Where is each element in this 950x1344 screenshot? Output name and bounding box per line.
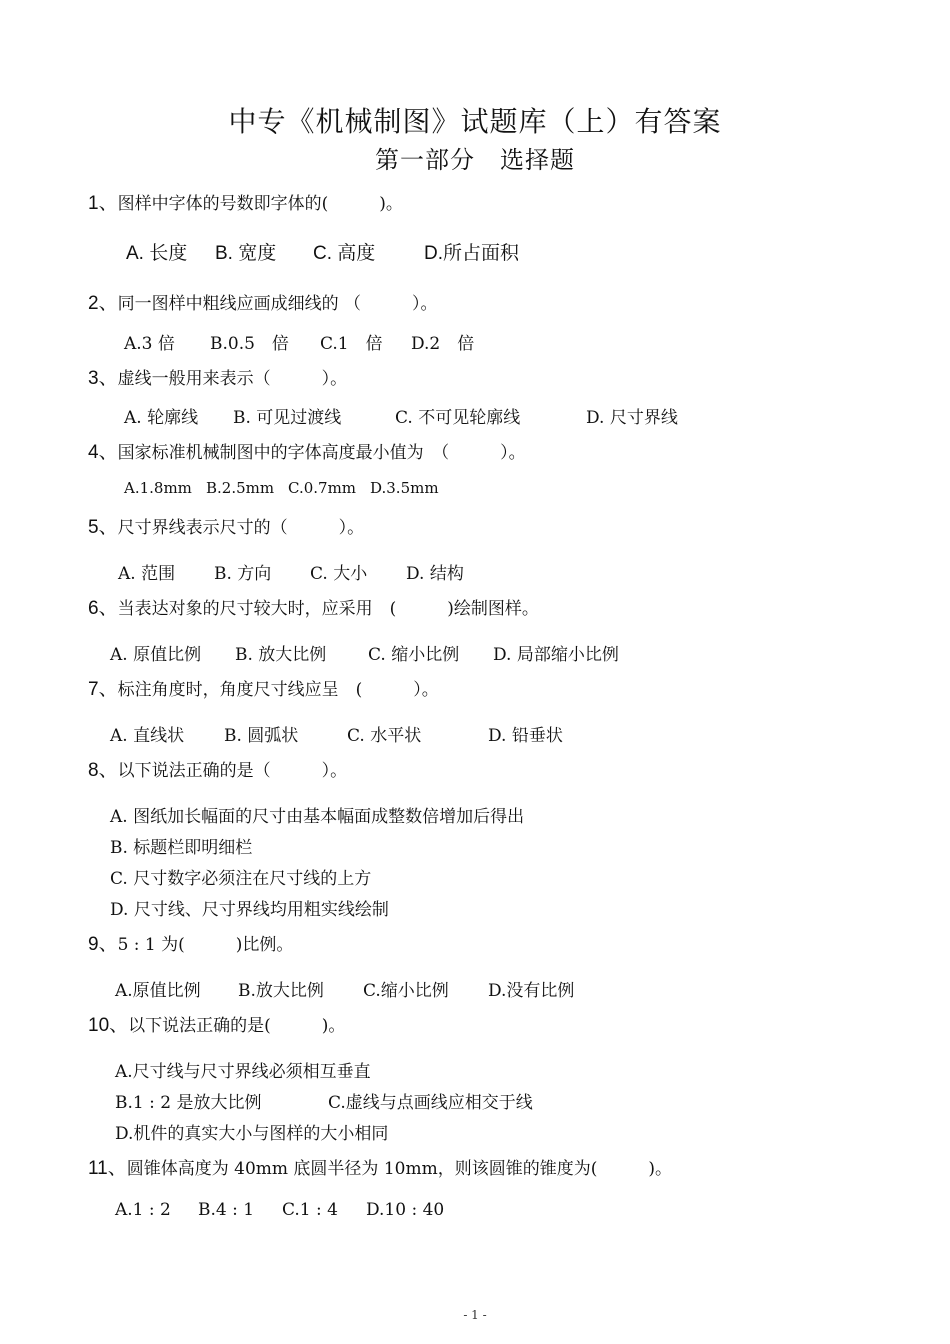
option-b: B. 宽度 xyxy=(215,243,277,264)
question-text: 国家标准机械制图中的字体高度最小值为 （ ）。 xyxy=(117,443,526,463)
page-number: - 1 - xyxy=(463,1308,487,1322)
option-d: D.机件的真实大小与图样的大小相同 xyxy=(115,1124,389,1144)
option-c: C. 高度 xyxy=(313,243,376,264)
option-d: D. 结构 xyxy=(406,564,464,584)
question-10 xyxy=(88,1010,345,1037)
question-text: 以下说法正确的是( )。 xyxy=(128,1016,346,1036)
question-1 xyxy=(88,188,403,215)
question-text: 尺寸界线表示尺寸的（ ）。 xyxy=(117,518,365,538)
option-a: A. 轮廓线 xyxy=(124,408,199,428)
question-text: 以下说法正确的是（ ）。 xyxy=(117,761,348,781)
question-number: 9、 xyxy=(88,934,118,955)
option-b: B.0.5 倍 xyxy=(210,334,289,354)
question-number: 1、 xyxy=(88,193,118,214)
option-a: A.尺寸线与尺寸界线必须相互垂直 xyxy=(115,1062,371,1082)
option-a: A. 图纸加长幅面的尺寸由基本幅面成整数倍增加后得出 xyxy=(110,807,525,827)
option-c: C. 缩小比例 xyxy=(368,645,460,665)
option-c: C. 尺寸数字必须注在尺寸线的上方 xyxy=(110,869,372,889)
option-b: B.1 : 2 是放大比例 xyxy=(115,1093,262,1113)
option-a: A. 长度 xyxy=(126,243,188,264)
option-d: D.3.5mm xyxy=(370,479,439,497)
option-c: C.0.7mm xyxy=(288,479,357,497)
question-3 xyxy=(88,363,347,390)
option-a: A.原值比例 xyxy=(115,981,201,1001)
question-5 xyxy=(88,512,364,539)
question-number: 2、 xyxy=(88,293,118,314)
option-d: D. 局部缩小比例 xyxy=(493,645,619,665)
option-d: D. 铅垂状 xyxy=(488,726,563,746)
option-a: A.1 : 2 xyxy=(115,1200,171,1220)
option-b: B. 方向 xyxy=(214,564,272,584)
document-title: 中专《机械制图》试题库（上）有答案 xyxy=(228,105,722,138)
option-d: D. 尺寸界线 xyxy=(586,408,678,428)
question-11 xyxy=(88,1153,672,1180)
option-b: B. 放大比例 xyxy=(235,645,327,665)
option-c: C.1 倍 xyxy=(320,334,383,354)
question-number: 11、 xyxy=(88,1158,127,1179)
option-a: A.3 倍 xyxy=(124,334,175,354)
question-8 xyxy=(88,755,347,782)
question-text: 标注角度时，角度尺寸线应呈 ( ）。 xyxy=(117,680,439,700)
option-d: D.所占面积 xyxy=(424,243,520,264)
question-6 xyxy=(88,593,539,620)
question-number: 4、 xyxy=(88,442,118,463)
question-text: 虚线一般用来表示（ ）。 xyxy=(117,369,348,389)
question-text: 圆锥体高度为 40mm 底圆半径为 10mm，则该圆锥的锥度为( )。 xyxy=(126,1159,672,1179)
question-number: 3、 xyxy=(88,368,118,389)
option-b: B. 可见过渡线 xyxy=(233,408,342,428)
question-number: 8、 xyxy=(88,760,118,781)
option-c: C. 水平状 xyxy=(347,726,422,746)
option-d: D.2 倍 xyxy=(411,334,475,354)
question-text: 图样中字体的号数即字体的( )。 xyxy=(117,194,403,214)
option-b: B.4 : 1 xyxy=(198,1200,255,1220)
option-c: C.1 : 4 xyxy=(282,1200,338,1220)
question-number: 6、 xyxy=(88,598,118,619)
option-a: A. 直线状 xyxy=(110,726,185,746)
question-text: 同一图样中粗线应画成细线的 （ ）。 xyxy=(117,294,438,314)
section-heading: 第一部分 选择题 xyxy=(375,146,575,174)
option-c: C.虚线与点画线应相交于线 xyxy=(328,1093,533,1113)
option-b: B. 圆弧状 xyxy=(224,726,299,746)
option-b: B. 标题栏即明细栏 xyxy=(110,838,253,858)
option-d: D.没有比例 xyxy=(488,981,575,1001)
question-text: 当表达对象的尺寸较大时，应采用 ( )绘制图样。 xyxy=(117,599,539,619)
question-text: 5 : 1 为( )比例。 xyxy=(117,935,294,955)
option-d: D. 尺寸线、尺寸界线均用粗实线绘制 xyxy=(110,900,389,920)
option-b: B.放大比例 xyxy=(238,981,324,1001)
option-a: A.1.8mm xyxy=(124,479,192,497)
question-number: 5、 xyxy=(88,517,118,538)
option-c: C. 大小 xyxy=(310,564,368,584)
option-d: D.10 : 40 xyxy=(366,1200,445,1220)
option-c: C. 不可见轮廓线 xyxy=(395,408,521,428)
question-4 xyxy=(88,437,526,464)
option-a: A. 范围 xyxy=(118,564,176,584)
question-number: 10、 xyxy=(88,1015,129,1036)
question-number: 7、 xyxy=(88,679,118,700)
option-b: B.2.5mm xyxy=(206,479,275,497)
option-c: C.缩小比例 xyxy=(363,981,449,1001)
question-2 xyxy=(88,288,437,315)
question-7 xyxy=(88,674,439,701)
option-a: A. 原值比例 xyxy=(110,645,202,665)
question-9 xyxy=(88,929,293,956)
